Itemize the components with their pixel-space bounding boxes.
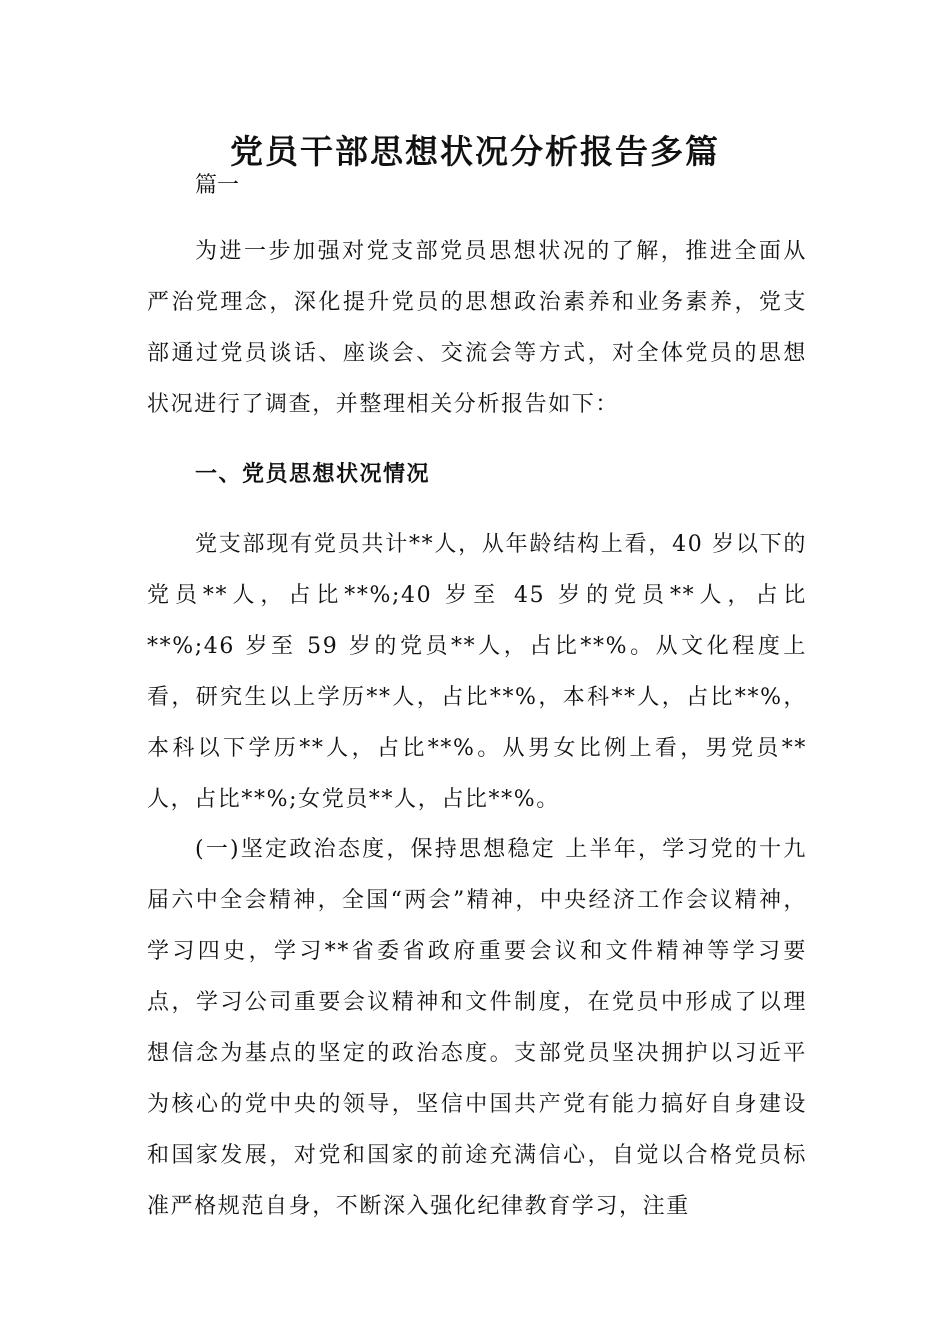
document-subtitle: 篇一 [195,173,240,198]
document-title: 党员干部思想状况分析报告多篇 [230,132,720,171]
intro-paragraph: 为进一步加强对党支部党员思想状况的了解，推进全面从严治党理念，深化提升党员的思想政治素养和业务素养，党支部通过党员谈话、座谈会、交流会等方式，对全体党员的思想状况进行了调查，并整理相关分析报告如下： [147,239,807,417]
political-attitude-paragraph: (一)坚定政治态度，保持思想稳定 上半年，学习党的十九届六中全会精神，全国“两会”精神，中央经济工作会议精神，学习四史，学习**省委省政府重要会议和文件精神等学习要点，学习公司重要会议精神和文件制度，在党员中形成了以理想信念为基点的坚定的政治态度。支部党员坚决拥护以习近平为核心的党中央的领导，坚信中国共产党有能力搞好自身建设和国家发展，对党和国家的前途充满信心，自觉以合格党员标准严格规范自身，不断深入强化纪律教育学习，注重 [147,837,807,1219]
member-statistics-paragraph: 党支部现有党员共计**人，从年龄结构上看，40 岁以下的党员**人，占比**%;40 岁至 45 岁的党员**人，占比**%;46 岁至 59 岁的党员**人，占比**%。从文化程度上看，研究生以上学历**人，占比**%，本科**人，占比**%，本科以下学历**人，占比**%。从男女比例上看，男党员**人，占比**%;女党员**人，占比**%。 [147,532,807,812]
section-heading: 一、党员思想状况情况 [195,461,431,487]
